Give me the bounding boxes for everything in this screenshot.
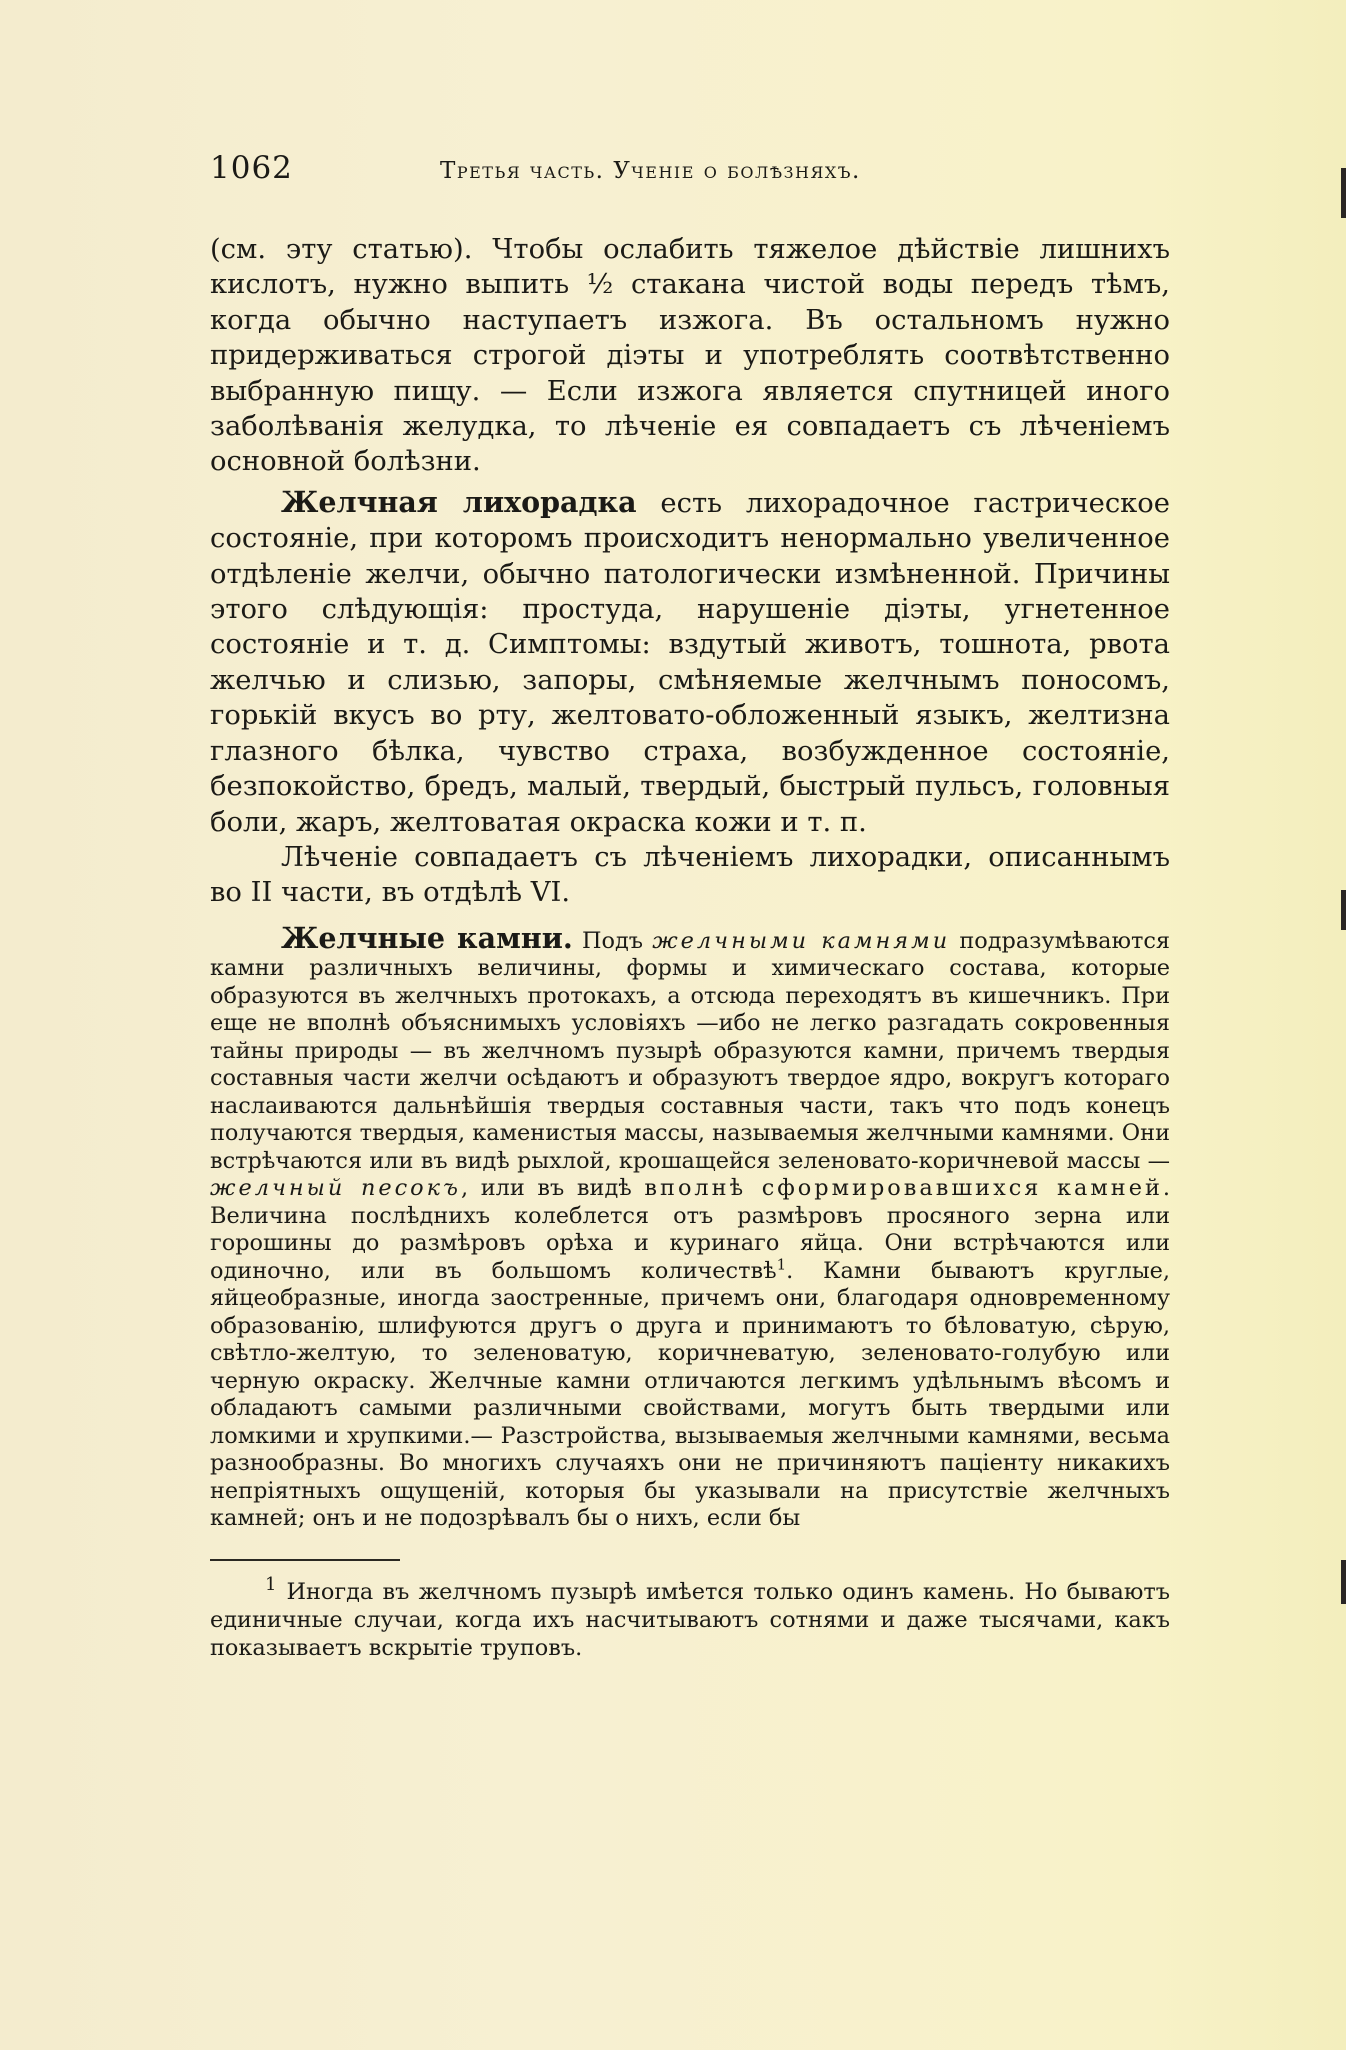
footnote-text: Иногда въ желчномъ пузырѣ имѣется только одинъ камень. Но бываютъ единичные случаи, когда ихъ насчитываютъ сотнями и даже тысячами, какъ показываетъ вскрытіе труповъ. [210, 1578, 1170, 1661]
book-page [210, 150, 1170, 2030]
gallstones-text-4: . Величина послѣднихъ колеблется отъ размѣровъ просяного зерна или горошины до размѣровъ орѣха и куринаго яйца. Они встрѣчаются или одиночно, или въ большомъ количествѣ [210, 1175, 1170, 1284]
bile-fever-heading: Желчная лихорадка [281, 484, 637, 519]
bile-fever-text: есть лихорадочное гастрическое состояніе, при которомъ происходитъ ненормально увеличенное отдѣленіе желчи, обычно патологически измѣненной. Причины этого слѣдующія: простуда, нарушеніе діэты, угнетенное состояніе и т. д. Симптомы: вздутый животъ, тошнота, рвота желчью и слизью, запоры, смѣняемые желчнымъ поносомъ, горькій вкусъ во рту, желтовато-обложенный языкъ, желтизна глазного бѣлка, чувство страха, возбужденное состояніе, безпокойство, бредъ, малый, твердый, быстрый пульсъ, головныя боли, жаръ, желтоватая окраска кожи и т. п. [210, 487, 1170, 838]
bile-fever-treatment: Лѣченіе совпадаетъ съ лѣченіемъ лихорадки, описаннымъ во II части, въ отдѣлѣ VI. [210, 841, 1170, 909]
footnote-mark: 1 [265, 1574, 277, 1596]
gallstones-text-1: Подъ [572, 927, 653, 954]
gallstones-text-5: . Камни бываютъ круглые, яйцеобразные, иногда заостренные, причемъ они, благодаря одновременному образованію, шлифуются другъ о друга и принимаютъ то бѣловатую, сѣрую, свѣтло-желтую, то зеленоватую, коричневатую, зеленовато-голубую или черную окраску. Желчные камни отличаются легкимъ удѣльнымъ вѣсомъ и обладаютъ самыми различными свойствами, могутъ быть твердыми или ломкими и хрупкими.— Разстройства, вызываемыя желчными камнями, весьма разнообразны. Во многихъ случаяхъ они не причиняютъ паціенту никакихъ непріятныхъ ощущеній, которыя бы указывали на присутствіе желчныхъ камней; онъ и не подозрѣвалъ бы о нихъ, если бы [210, 1257, 1171, 1532]
gallstones-heading: Желчные камни. [281, 920, 573, 955]
gallstones-text-2: подразумѣваются камни различныхъ величины, формы и химическаго состава, которые образуются въ желчныхъ протокахъ, а отсюда переходятъ въ кишечникъ. При еще не вполнѣ объяснимыхъ условіяхъ —ибо не легко разгадать сокровенныя тайны природы — въ желчномъ пузырѣ образуются камни, причемъ твердыя составныя части желчи осѣдаютъ и образуютъ твердое ядро, вокругъ котораго наслаиваются дальнѣйшія твердыя составныя части, такъ что подъ конецъ получаются твердыя, каменистыя массы, называемыя желчными камнями. Они встрѣчаются или въ видѣ рыхлой, крошащейся зеленовато-коричневой массы — [210, 927, 1170, 1174]
footnote-reference[interactable]: 1 [776, 1255, 787, 1274]
footnote [210, 1574, 1170, 1662]
bile-fever-paragraph [210, 485, 1170, 840]
page-edge-mark-bottom [1341, 1560, 1346, 1604]
gallstones-paragraph [210, 920, 1171, 1533]
page-number: 1062 [210, 150, 293, 186]
gallstones-text-3: , или въ видѣ [460, 1175, 645, 1202]
intro-paragraph: (см. эту статью). Чтобы ослабить тяжелое дѣйствіе лишнихъ кислотъ, нужно выпить ½ стакана чистой воды передъ тѣмъ, когда обычно наступаетъ изжога. Въ остальномъ нужно придерживаться строгой діэты и употреблять соотвѣтственно выбранную пищу. — Если изжога является спутницей иного заболѣванія желудка, то лѣченіе ея совпадаетъ съ лѣченіемъ основной болѣзни. [210, 234, 1170, 478]
page-edge-mark-top [1341, 168, 1346, 218]
gallstones-term-2: желчный песокъ [210, 1175, 461, 1202]
footnote-divider [210, 1559, 400, 1561]
gallstones-term-3: вполнѣ сформировавшихся камней [644, 1175, 1163, 1202]
running-title: Третья часть. Ученіе о болѣзняхъ. [440, 158, 861, 184]
gallstones-term-1: желчными камнями [652, 927, 951, 954]
page-edge-mark-middle [1341, 890, 1346, 930]
page-header [210, 150, 1170, 198]
